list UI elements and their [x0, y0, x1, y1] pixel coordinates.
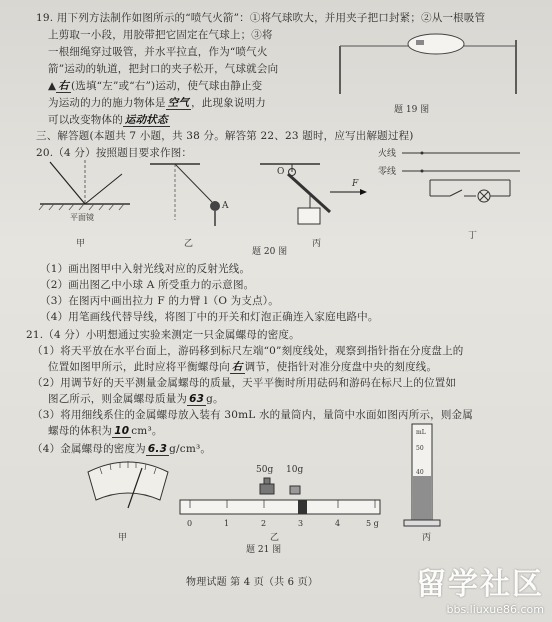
q21-scale-tick-0: 0	[187, 519, 193, 528]
q21-line5-post: g。	[206, 393, 224, 405]
q21-fig-bing	[404, 424, 440, 543]
q20-fig-caption: 题 20 图	[252, 247, 288, 257]
q20-stem: 20.（4 分）按照题目要求作图：	[36, 147, 193, 159]
site-watermark	[416, 559, 544, 616]
q19-line7-text: 可以改变物体的	[48, 114, 123, 126]
q21-cylinder-unit: mL	[416, 429, 426, 436]
q21-answer-volume: 10	[114, 425, 130, 437]
q21-line2: （1）将天平放在水平台面上，游码移到标尺左端“0”刻度线处，观察到指针指在分度盘上的	[32, 345, 464, 357]
q20-label-F: F	[352, 179, 359, 189]
q21-scale-tick-1: 1	[224, 519, 230, 528]
q19-answer-motion: 运动状态	[124, 114, 168, 126]
q19-line6-post: ，此现象说明力	[191, 97, 267, 109]
q20-fig-bing	[260, 164, 367, 249]
q21-answer-direction: 右	[231, 361, 243, 373]
q21-label-jia: 甲	[118, 533, 128, 543]
q21-scale-tick-4: 4	[335, 519, 341, 528]
section3-title: 三、解答题(本题共 7 小题，共 38 分。解答第 22、23 题时，应写出解题过程)	[36, 130, 414, 142]
q21-line4: （2）用调节好的天平测量金属螺母的质量，天平平衡时所用砝码和游码在标尺上的位置如	[32, 377, 457, 389]
q21-line3-post: 调节，使指针对准分度盘中央的刻度线。	[244, 361, 438, 373]
q20-label-ding: 丁	[468, 231, 478, 241]
q21-line3	[48, 359, 437, 374]
q21-line5-text: 图乙所示，则金属螺母质量为	[48, 393, 188, 405]
q20-item-1: （1）画出图甲中入射光线对应的反射光线。	[40, 263, 251, 275]
q19-line1: 19. 用下列方法制作如图所示的“喷气火箭”：①将气球吹大，并用夹子把口封紧；②从一根吸管	[36, 12, 486, 24]
q21-stem: 21.（4 分）小明想通过实验来测定一只金属螺母的密度。	[26, 329, 300, 341]
q21-figure	[60, 428, 460, 558]
q20-item-4: （4）用笔画线代替导线，将图丁中的开关和灯泡正确连入家庭电路中。	[40, 311, 379, 323]
watermark-url: bbs.liuxue86.com	[446, 603, 544, 616]
q21-weight-50g: 50g	[256, 465, 274, 475]
q21-answer-density: 6.3	[147, 443, 168, 455]
q21-scale-tick-5: 5 g	[366, 519, 379, 528]
q21-line7-post: cm³。	[131, 425, 163, 437]
q21-label-bing: 丙	[422, 533, 432, 543]
q20-label-mirror: 平面镜	[70, 213, 94, 222]
q21-weight-10g: 10g	[286, 465, 304, 475]
q19-fig-caption: 题 19 图	[394, 105, 430, 115]
q21-line6: （3）将用细线系住的金属螺母放入装有 30mL 水的量筒内，量筒中水面如图丙所示，则金属	[32, 409, 473, 421]
q20-item-2: （2）画出图乙中小球 A 所受重力的示意图。	[40, 279, 255, 291]
q19-line5-text: (选填“左”或“右”)运动，使气球由静止变	[70, 80, 263, 92]
q19-answer-force-source: 空气	[167, 97, 190, 109]
q21-label-yi: 乙	[270, 533, 280, 543]
q21-fig-jia	[88, 461, 168, 543]
q21-answer-mass: 63	[189, 393, 205, 405]
q21-scale-tick-2: 2	[261, 519, 267, 528]
q19-line6	[48, 95, 266, 110]
q21-cylinder-tick-40: 40	[416, 469, 424, 476]
q20-label-O: O	[277, 167, 285, 177]
q21-line3-text: 位置如图甲所示，此时应将平衡螺母向	[48, 361, 230, 373]
q20-fig-ding	[378, 147, 520, 241]
q20-fig-jia	[39, 160, 130, 249]
q21-scale-tick-3: 3	[298, 519, 304, 528]
q20-label-A: A	[222, 201, 229, 211]
q19-line3: 一根细绳穿过吸管，并水平拉直，作为“喷气火	[48, 46, 268, 58]
q21-cylinder-tick-50: 50	[416, 445, 424, 452]
q20-label-yi: 乙	[184, 239, 194, 249]
q20-item-3: （3）在图丙中画出拉力 F 的力臂 l（O 为支点）。	[40, 295, 279, 307]
q21-line7-text: 螺母的体积为	[48, 425, 113, 437]
q20-label-neutral: 零线	[378, 167, 397, 177]
q21-line5	[48, 391, 224, 406]
q19-blank-marker: ▲	[48, 80, 57, 92]
q19-line5	[48, 78, 262, 93]
q19-line4: 箭”运动的轨道，把封口的夹子松开，气球就会向	[48, 63, 279, 75]
q21-fig-yi	[180, 465, 380, 555]
q20-fig-yi	[150, 164, 229, 249]
q21-line8-text: （4）金属螺母的密度为	[32, 443, 146, 455]
q19-line2: 上剪取一小段，用胶带把它固定在气球上；③将	[48, 29, 273, 41]
q19-answer-direction: 右	[58, 80, 69, 92]
watermark-logo-text: 留学社区	[416, 567, 544, 602]
q19-figure	[330, 20, 530, 124]
q21-line8-post: g/cm³。	[169, 443, 212, 455]
q20-label-live: 火线	[378, 149, 397, 159]
q20-label-jia: 甲	[76, 239, 86, 249]
q19-line6-text: 为运动的力的施力物体是	[48, 97, 166, 109]
q20-label-bing: 丙	[312, 239, 322, 249]
page-footer: 物理试题 第 4 页（共 6 页）	[186, 577, 319, 588]
q21-fig-caption: 题 21 图	[246, 545, 282, 555]
q19-line7	[48, 112, 170, 127]
